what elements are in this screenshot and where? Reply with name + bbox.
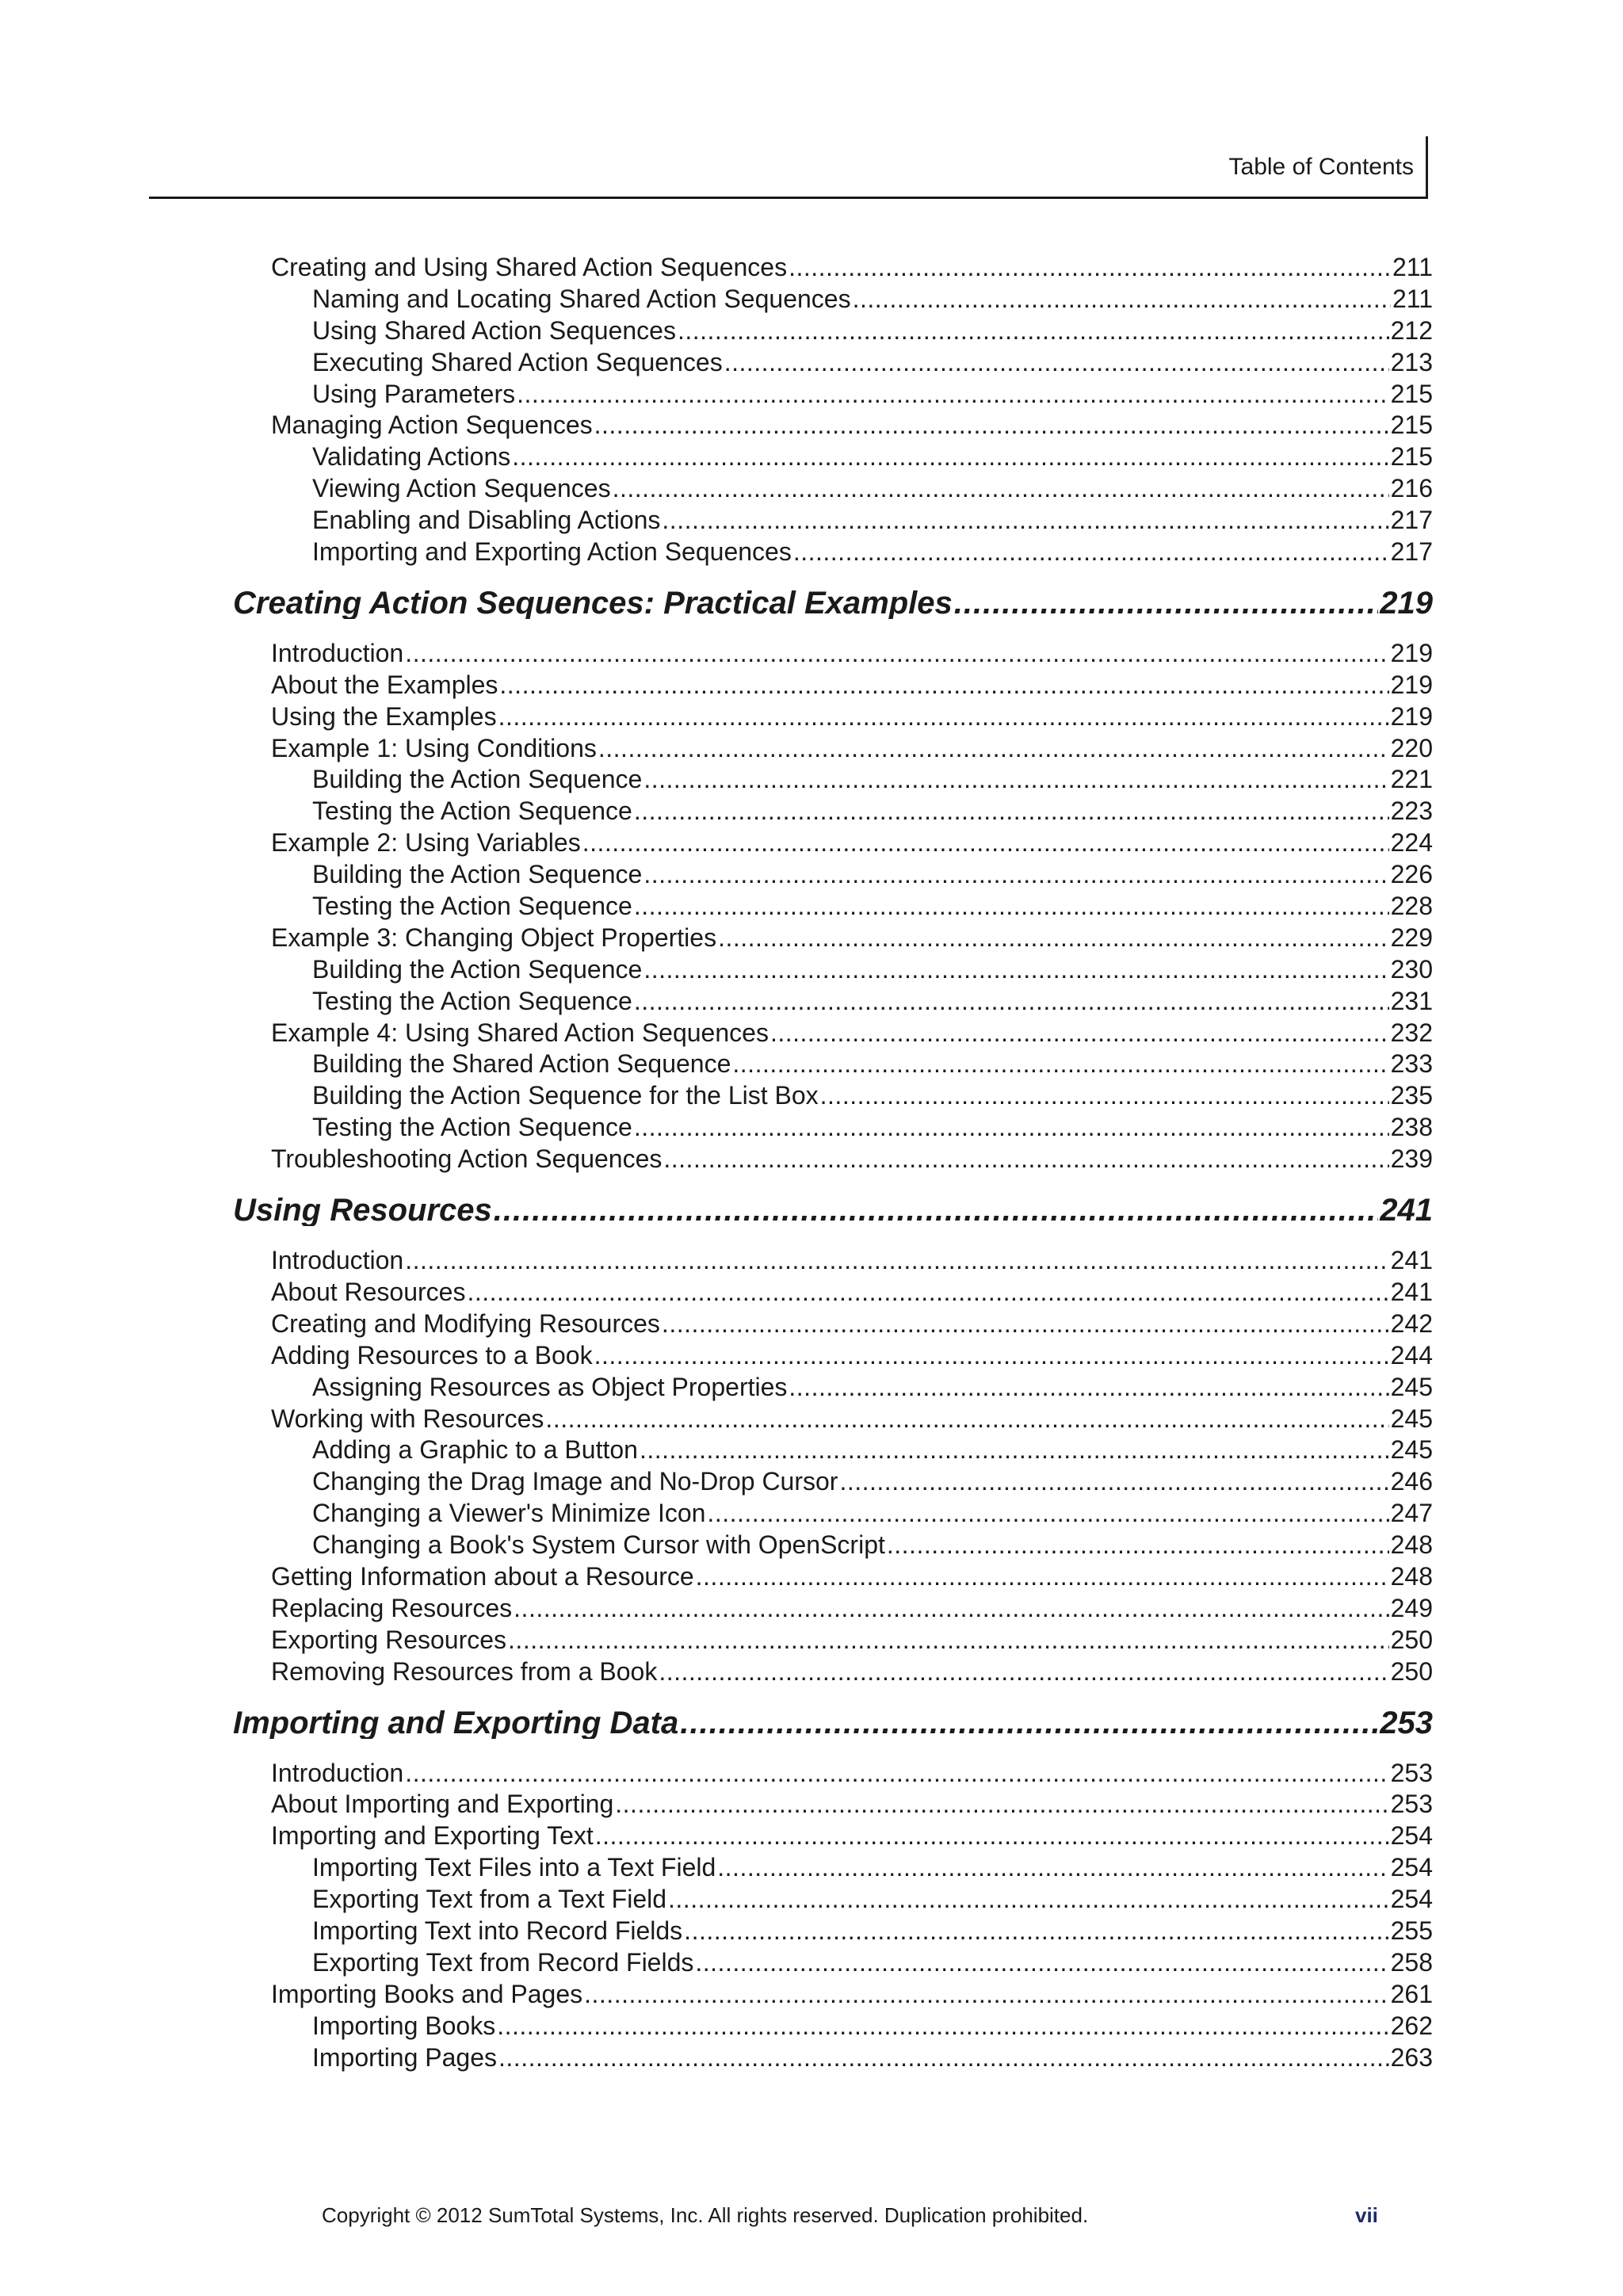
- header-vertical-rule: [1426, 136, 1428, 199]
- toc-entry-page: 213: [1390, 347, 1433, 376]
- toc-entry[interactable]: [233, 923, 1433, 954]
- toc-entry-page: 216: [1390, 474, 1433, 503]
- toc-entry[interactable]: [233, 315, 1433, 347]
- toc-entry-page: 215: [1390, 379, 1433, 408]
- toc-entry[interactable]: [233, 796, 1433, 827]
- toc-entry-title: Using Resources: [233, 1194, 492, 1227]
- toc-entry-title: About Importing and Exporting: [271, 1790, 614, 1819]
- toc-entry-title: Importing Books and Pages: [271, 1979, 583, 2008]
- toc-entry-page: 211: [1392, 253, 1433, 281]
- toc-entry-title: Importing and Exporting Text: [271, 1821, 594, 1851]
- table-of-contents: [233, 252, 1433, 2073]
- toc-entry[interactable]: [233, 1018, 1433, 1049]
- toc-entry[interactable]: [233, 473, 1433, 505]
- toc-entry-page: 263: [1390, 2042, 1433, 2072]
- toc-entry[interactable]: [233, 1758, 1433, 1790]
- toc-entry-title: Introduction: [271, 638, 404, 667]
- toc-entry[interactable]: [233, 1498, 1433, 1530]
- toc-entry-title: Exporting Resources: [271, 1625, 507, 1654]
- toc-entry[interactable]: [233, 891, 1433, 923]
- toc-entry-page: 241: [1380, 1194, 1433, 1227]
- toc-entry-page: 219: [1390, 638, 1433, 667]
- footer-page-number: vii: [1355, 2203, 1378, 2227]
- toc-entry-title: Testing the Action Sequence: [312, 797, 632, 826]
- toc-dot-leader: [663, 1144, 1388, 1175]
- toc-chapter-entry[interactable]: [233, 587, 1433, 619]
- toc-entry-title: Building the Action Sequence for the List Box: [312, 1081, 819, 1110]
- toc-entry-page: 245: [1390, 1435, 1433, 1465]
- toc-entry-title: Enabling and Disabling Actions: [312, 506, 661, 535]
- toc-entry-page: 246: [1390, 1467, 1433, 1496]
- toc-entry[interactable]: [233, 1593, 1433, 1625]
- toc-entry-title: Exporting Text from Record Fields: [312, 1947, 694, 1977]
- toc-chapter-entry[interactable]: [233, 1707, 1433, 1739]
- toc-entry-title: Example 2: Using Variables: [271, 828, 581, 858]
- toc-entry[interactable]: [233, 1404, 1433, 1435]
- toc-dot-leader: [668, 1884, 1389, 1916]
- toc-entry-title: Using Shared Action Sequences: [312, 315, 676, 345]
- toc-dot-leader: [595, 1820, 1389, 1852]
- toc-dot-leader: [634, 796, 1389, 827]
- header-rule: [149, 197, 1428, 199]
- toc-entry-title: Changing a Book's System Cursor with OpenScript: [312, 1530, 885, 1560]
- toc-dot-leader: [680, 1707, 1378, 1739]
- toc-entry[interactable]: [233, 1916, 1433, 1947]
- toc-entry-title: Testing the Action Sequence: [312, 986, 632, 1015]
- toc-entry-page: 254: [1390, 1885, 1433, 1914]
- toc-entry-page: 219: [1390, 701, 1433, 731]
- toc-entry[interactable]: [233, 1144, 1433, 1175]
- toc-entry[interactable]: [233, 1049, 1433, 1080]
- toc-entry[interactable]: [233, 1852, 1433, 1884]
- toc-entry[interactable]: [233, 733, 1433, 765]
- toc-dot-leader: [405, 1758, 1388, 1790]
- toc-dot-leader: [732, 1049, 1388, 1080]
- toc-dot-leader: [405, 1245, 1388, 1277]
- toc-dot-leader: [594, 1340, 1389, 1372]
- toc-entry-title: Exporting Text from a Text Field: [312, 1885, 667, 1914]
- toc-entry-title: Naming and Locating Shared Action Sequences: [312, 284, 851, 313]
- toc-entry-page: 221: [1390, 765, 1433, 794]
- toc-dot-leader: [594, 410, 1389, 441]
- toc-entry-page: 239: [1390, 1144, 1433, 1174]
- toc-entry-page: 253: [1390, 1790, 1433, 1819]
- toc-entry[interactable]: [233, 1340, 1433, 1372]
- toc-entry-title: Changing the Drag Image and No-Drop Cursor: [312, 1467, 838, 1496]
- toc-entry-page: 217: [1390, 506, 1433, 535]
- toc-entry-title: Adding Resources to a Book: [271, 1340, 593, 1370]
- toc-entry-title: Building the Action Sequence: [312, 860, 643, 889]
- toc-dot-leader: [508, 1625, 1389, 1656]
- toc-entry-page: 254: [1390, 1853, 1433, 1882]
- toc-dot-leader: [584, 1979, 1388, 2011]
- toc-dot-leader: [820, 1080, 1389, 1112]
- toc-entry[interactable]: [233, 638, 1433, 670]
- toc-dot-leader: [498, 701, 1389, 733]
- toc-dot-leader: [634, 891, 1389, 923]
- toc-dot-leader: [613, 473, 1389, 505]
- toc-entry[interactable]: [233, 1112, 1433, 1144]
- toc-entry-title: Testing the Action Sequence: [312, 892, 632, 921]
- toc-dot-leader: [512, 441, 1388, 473]
- toc-entry[interactable]: [233, 827, 1433, 859]
- toc-entry-page: 232: [1390, 1018, 1433, 1047]
- toc-entry[interactable]: [233, 986, 1433, 1018]
- toc-entry-page: 231: [1390, 986, 1433, 1015]
- toc-entry[interactable]: [233, 1947, 1433, 1979]
- toc-dot-leader: [514, 1593, 1388, 1625]
- toc-dot-leader: [499, 670, 1388, 701]
- toc-entry[interactable]: [233, 859, 1433, 891]
- toc-entry-title: Introduction: [271, 1246, 404, 1275]
- toc-entry-page: 261: [1390, 1979, 1433, 2008]
- toc-dot-leader: [718, 923, 1389, 954]
- toc-entry[interactable]: [233, 1372, 1433, 1404]
- toc-entry-page: 238: [1390, 1113, 1433, 1142]
- toc-entry-title: Using Parameters: [312, 379, 516, 408]
- toc-dot-leader: [467, 1277, 1388, 1308]
- toc-entry-page: 253: [1390, 1758, 1433, 1787]
- toc-entry-page: 235: [1390, 1081, 1433, 1110]
- toc-dot-leader: [634, 986, 1389, 1018]
- toc-entry-page: 228: [1390, 892, 1433, 921]
- toc-entry-title: Viewing Action Sequences: [312, 474, 611, 503]
- toc-entry-title: Creating Action Sequences: Practical Examples: [233, 586, 953, 619]
- toc-entry-page: 224: [1390, 828, 1433, 858]
- toc-dot-leader: [724, 347, 1389, 379]
- toc-entry[interactable]: [233, 379, 1433, 411]
- toc-entry-page: 219: [1390, 670, 1433, 699]
- toc-entry[interactable]: [233, 2042, 1433, 2074]
- toc-entry[interactable]: [233, 954, 1433, 986]
- toc-entry-page: 244: [1390, 1340, 1433, 1370]
- toc-dot-leader: [707, 1498, 1388, 1530]
- toc-entry-title: Building the Action Sequence: [312, 954, 643, 984]
- toc-dot-leader: [793, 537, 1389, 568]
- toc-entry-page: 247: [1390, 1499, 1433, 1528]
- toc-entry-title: Creating and Using Shared Action Sequences: [271, 253, 788, 281]
- toc-dot-leader: [517, 379, 1389, 411]
- toc-dot-leader: [770, 1018, 1389, 1049]
- toc-entry[interactable]: [233, 284, 1433, 315]
- toc-entry-page: 212: [1390, 315, 1433, 345]
- toc-entry[interactable]: [233, 537, 1433, 568]
- toc-entry-page: 248: [1390, 1530, 1433, 1560]
- toc-dot-leader: [497, 2011, 1388, 2042]
- toc-entry-page: 220: [1390, 733, 1433, 762]
- toc-dot-leader: [839, 1466, 1388, 1498]
- toc-entry-page: 245: [1390, 1404, 1433, 1433]
- toc-entry-page: 230: [1390, 954, 1433, 984]
- toc-dot-leader: [717, 1852, 1388, 1884]
- toc-entry-title: Changing a Viewer's Minimize Icon: [312, 1499, 706, 1528]
- toc-entry-title: Importing Text into Record Fields: [312, 1916, 683, 1945]
- toc-entry-title: Troubleshooting Action Sequences: [271, 1144, 663, 1174]
- toc-dot-leader: [545, 1404, 1388, 1435]
- toc-entry[interactable]: [233, 1466, 1433, 1498]
- toc-entry[interactable]: [233, 1625, 1433, 1656]
- toc-dot-leader: [954, 587, 1379, 619]
- toc-entry-page: 248: [1390, 1561, 1433, 1591]
- toc-dot-leader: [598, 733, 1389, 765]
- toc-entry[interactable]: [233, 1435, 1433, 1466]
- toc-entry-page: 226: [1390, 860, 1433, 889]
- toc-entry-page: 219: [1380, 586, 1433, 619]
- toc-entry[interactable]: [233, 1979, 1433, 2011]
- toc-entry-page: 215: [1390, 411, 1433, 440]
- running-header-title: Table of Contents: [1228, 154, 1414, 180]
- toc-entry[interactable]: [233, 347, 1433, 379]
- toc-entry-title: Importing Text Files into a Text Field: [312, 1853, 716, 1882]
- toc-entry-title: Example 1: Using Conditions: [271, 733, 597, 762]
- toc-entry-title: Importing and Exporting Data: [233, 1706, 679, 1739]
- toc-dot-leader: [498, 2042, 1389, 2074]
- toc-dot-leader: [887, 1530, 1389, 1561]
- toc-entry-page: 253: [1380, 1706, 1433, 1739]
- toc-entry-page: 211: [1392, 284, 1433, 313]
- toc-entry[interactable]: [233, 505, 1433, 537]
- toc-entry-page: 255: [1390, 1916, 1433, 1945]
- toc-dot-leader: [405, 638, 1388, 670]
- toc-entry-title: Example 4: Using Shared Action Sequences: [271, 1018, 769, 1047]
- toc-dot-leader: [696, 1561, 1389, 1593]
- toc-entry[interactable]: [233, 764, 1433, 796]
- toc-entry-title: Adding a Graphic to a Button: [312, 1435, 638, 1465]
- toc-entry-title: Validating Actions: [312, 442, 511, 472]
- toc-entry-page: 258: [1390, 1947, 1433, 1977]
- toc-entry-page: 241: [1390, 1246, 1433, 1275]
- toc-entry[interactable]: [233, 1656, 1433, 1688]
- toc-dot-leader: [678, 315, 1389, 347]
- toc-entry-page: 245: [1390, 1372, 1433, 1401]
- toc-entry-title: Using the Examples: [271, 701, 497, 731]
- toc-entry-title: About the Examples: [271, 670, 498, 699]
- toc-entry[interactable]: [233, 1308, 1433, 1340]
- toc-entry[interactable]: [233, 1530, 1433, 1561]
- toc-dot-leader: [643, 859, 1388, 891]
- toc-entry-page: 233: [1390, 1049, 1433, 1079]
- toc-entry-title: Building the Action Sequence: [312, 765, 643, 794]
- toc-entry-title: Building the Shared Action Sequence: [312, 1049, 731, 1079]
- toc-entry-page: 254: [1390, 1821, 1433, 1851]
- toc-entry-title: Importing Books: [312, 2011, 496, 2040]
- toc-chapter-entry[interactable]: [233, 1194, 1433, 1226]
- toc-dot-leader: [684, 1916, 1388, 1947]
- toc-dot-leader: [659, 1656, 1388, 1688]
- toc-dot-leader: [853, 284, 1391, 315]
- toc-entry-page: 250: [1390, 1625, 1433, 1654]
- toc-entry[interactable]: [233, 441, 1433, 473]
- toc-dot-leader: [634, 1112, 1389, 1144]
- toc-dot-leader: [789, 1372, 1388, 1404]
- toc-dot-leader: [643, 764, 1388, 796]
- toc-dot-leader: [582, 827, 1389, 859]
- toc-entry-page: 242: [1390, 1308, 1433, 1338]
- toc-entry[interactable]: [233, 1080, 1433, 1112]
- toc-entry-title: Creating and Modifying Resources: [271, 1308, 660, 1338]
- toc-entry[interactable]: [233, 1820, 1433, 1852]
- toc-entry[interactable]: [233, 1245, 1433, 1277]
- toc-entry-title: Working with Resources: [271, 1404, 544, 1433]
- toc-entry[interactable]: [233, 1277, 1433, 1308]
- toc-dot-leader: [494, 1194, 1378, 1226]
- toc-dot-leader: [662, 505, 1388, 537]
- toc-entry-title: Example 3: Changing Object Properties: [271, 923, 717, 952]
- footer-copyright: Copyright © 2012 SumTotal Systems, Inc. All rights reserved. Duplication prohibited.: [322, 2203, 1089, 2227]
- toc-entry-title: About Resources: [271, 1277, 466, 1306]
- toc-entry[interactable]: [233, 252, 1433, 284]
- toc-entry-title: Importing Pages: [312, 2042, 498, 2072]
- toc-dot-leader: [662, 1308, 1389, 1340]
- toc-entry-title: Managing Action Sequences: [271, 411, 593, 440]
- toc-entry-page: 262: [1390, 2011, 1433, 2040]
- toc-entry-page: 241: [1390, 1277, 1433, 1306]
- toc-entry-page: 223: [1390, 797, 1433, 826]
- toc-entry-page: 215: [1390, 442, 1433, 472]
- toc-entry-title: Importing and Exporting Action Sequences: [312, 537, 792, 567]
- toc-dot-leader: [695, 1947, 1388, 1979]
- toc-entry-title: Replacing Resources: [271, 1593, 513, 1622]
- toc-entry[interactable]: [233, 701, 1433, 733]
- toc-entry[interactable]: [233, 410, 1433, 441]
- toc-entry-page: 217: [1390, 537, 1433, 567]
- toc-entry-title: Getting Information about a Resource: [271, 1561, 694, 1591]
- toc-entry-title: Executing Shared Action Sequences: [312, 347, 723, 376]
- toc-entry[interactable]: [233, 2011, 1433, 2042]
- toc-entry-page: 249: [1390, 1593, 1433, 1622]
- toc-entry-title: Removing Resources from a Book: [271, 1656, 658, 1686]
- toc-entry[interactable]: [233, 1561, 1433, 1593]
- toc-entry-page: 229: [1390, 923, 1433, 952]
- toc-dot-leader: [789, 252, 1391, 284]
- toc-entry[interactable]: [233, 1884, 1433, 1916]
- toc-entry-page: 250: [1390, 1656, 1433, 1686]
- toc-entry[interactable]: [233, 670, 1433, 701]
- toc-dot-leader: [643, 954, 1388, 986]
- toc-dot-leader: [640, 1435, 1389, 1466]
- toc-entry-title: Assigning Resources as Object Properties: [312, 1372, 788, 1401]
- toc-entry-title: Introduction: [271, 1758, 404, 1787]
- toc-dot-leader: [615, 1789, 1388, 1820]
- toc-entry-title: Testing the Action Sequence: [312, 1113, 632, 1142]
- toc-entry[interactable]: [233, 1789, 1433, 1820]
